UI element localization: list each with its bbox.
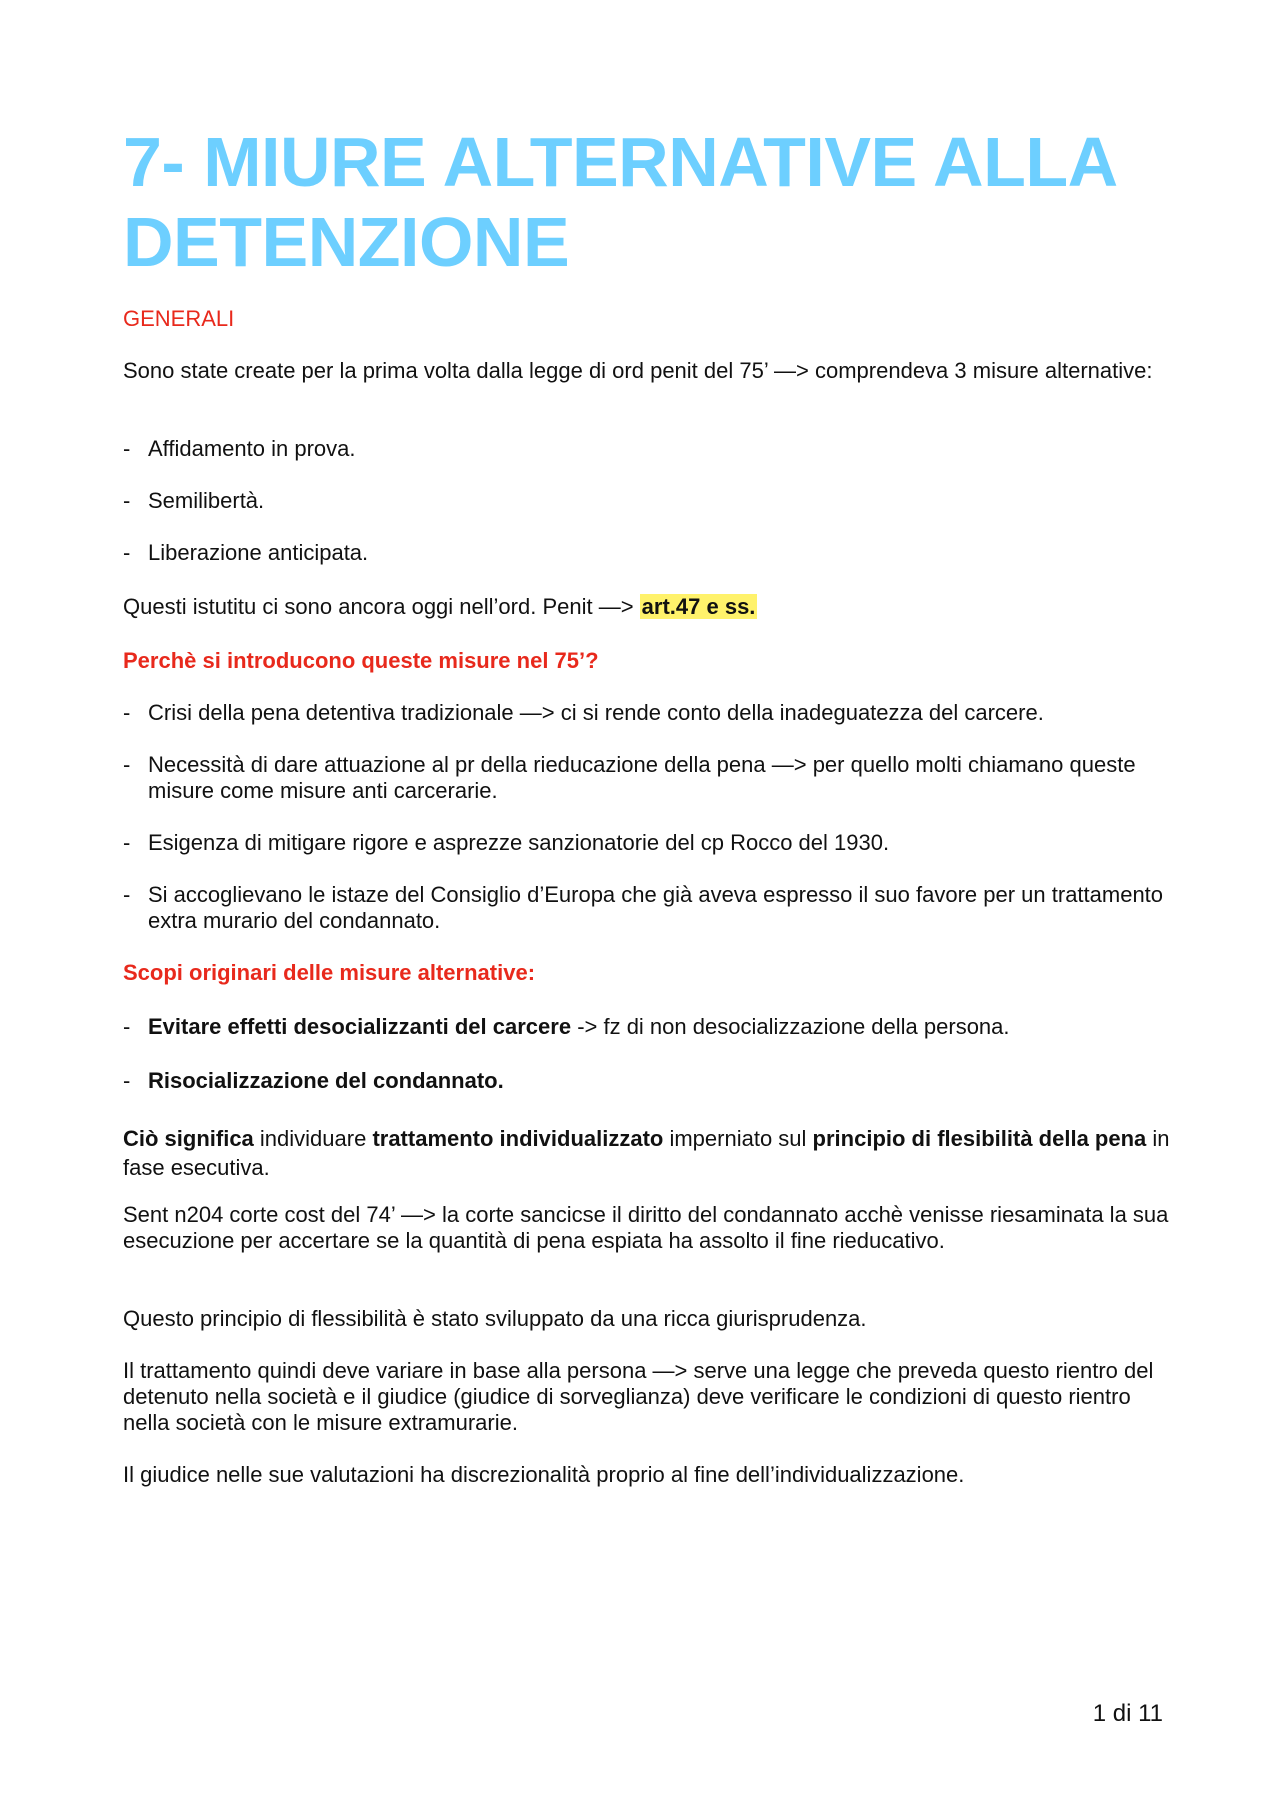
plain-text: individuare bbox=[253, 1126, 373, 1151]
bullet-dash: - bbox=[123, 1014, 131, 1039]
list-item-text: Si accoglievano le istaze del Consiglio d’Europa che già aveva espresso il suo favore per un trattamento extra murario del condannato. bbox=[148, 882, 1164, 933]
sent-paragraph: Sent n204 corte cost del 74’ —> la corte sancicse il diritto del condannato acchè venisse riesaminata la sua esecuzione per accertare se la quantità di pena espiata ha assolto il fine rieducativo. bbox=[123, 1202, 1169, 1253]
list-item-text: Semilibertà. bbox=[148, 488, 265, 513]
list-item-text: Liberazione anticipata. bbox=[148, 540, 369, 565]
significa-paragraph bbox=[123, 1124, 1173, 1182]
ordpenit-paragraph bbox=[123, 594, 1173, 620]
section-label-generali: GENERALI bbox=[123, 306, 235, 331]
scopo-bold: Risocializzazione del condannato. bbox=[148, 1068, 504, 1093]
plain-text: imperniato sul bbox=[663, 1126, 813, 1151]
bullet-dash: - bbox=[123, 488, 131, 513]
bullet-dash: - bbox=[123, 700, 131, 725]
bold-text: trattamento individualizzato bbox=[372, 1126, 664, 1151]
heading-perche: Perchè si introducono queste misure nel 75’? bbox=[123, 648, 599, 673]
plain-text: in fase esecutiva. bbox=[123, 1126, 1170, 1180]
bullet-dash: - bbox=[123, 830, 131, 855]
intro-paragraph: Sono state create per la prima volta dalla legge di ord penit del 75’ —> comprendeva 3 misure alternative: bbox=[123, 358, 1153, 383]
bold-text: principio di flesibilità della pena bbox=[812, 1126, 1147, 1151]
bullet-dash: - bbox=[123, 1068, 131, 1093]
list-item-text: Affidamento in prova. bbox=[148, 436, 356, 461]
ordpenit-text: Questi istutitu ci sono ancora oggi nell’ord. Penit —> bbox=[123, 594, 640, 619]
bullet-dash: - bbox=[123, 436, 131, 461]
principio-paragraph: Questo principio di flessibilità è stato sviluppato da una ricca giurisprudenza. bbox=[123, 1306, 867, 1331]
bold-text: Ciò significa bbox=[123, 1126, 254, 1151]
article-highlight: art.47 e ss. bbox=[641, 594, 756, 619]
bullet-dash: - bbox=[123, 540, 131, 565]
trattamento-paragraph: Il trattamento quindi deve variare in base alla persona —> serve una legge che preveda questo rientro del detenuto nella società e il giudice (giudice di sorveglianza) deve verificare le condizioni di questo rientro nella società con le misure extramurarie. bbox=[123, 1358, 1154, 1435]
scopo-text: -> fz di non desocializzazione della persona. bbox=[571, 1014, 1010, 1039]
scopo-bold: Evitare effetti desocializzanti del carcere bbox=[148, 1014, 572, 1039]
page-number: 1 di 11 bbox=[1092, 1700, 1163, 1727]
list-item-text: Necessità di dare attuazione al pr della rieducazione della pena —> per quello molti chiamano queste misure come misure anti carcerarie. bbox=[148, 752, 1136, 803]
page-title: 7- MIURE ALTERNATIVE ALLA DETENZIONE bbox=[123, 123, 1116, 281]
list-item-text bbox=[148, 1014, 1178, 1040]
bullet-dash: - bbox=[123, 882, 131, 907]
giudice-paragraph: Il giudice nelle sue valutazioni ha discrezionalità proprio al fine dell’individualizzazione. bbox=[123, 1462, 965, 1487]
heading-scopi: Scopi originari delle misure alternative: bbox=[123, 960, 536, 985]
list-item-text bbox=[148, 1068, 1178, 1094]
list-item-text: Crisi della pena detentiva tradizionale —> ci si rende conto della inadeguatezza del carcere. bbox=[148, 700, 1044, 725]
bullet-dash: - bbox=[123, 752, 131, 777]
list-item-text: Esigenza di mitigare rigore e asprezze sanzionatorie del cp Rocco del 1930. bbox=[148, 830, 890, 855]
